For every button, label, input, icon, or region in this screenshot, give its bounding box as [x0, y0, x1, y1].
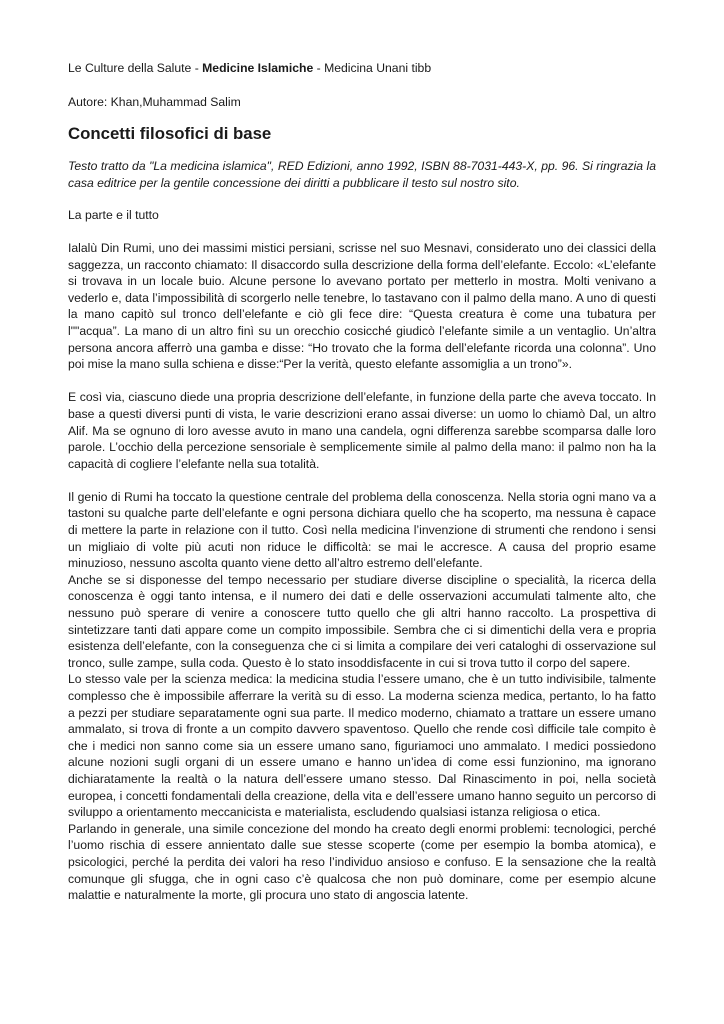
paragraph-1: Ialalù Din Rumi, uno dei massimi mistici persiani, scrisse nel suo Mesnavi, considerato uno dei classici della saggezza, un racconto chiamato: Il disaccordo sulla descrizione della forma dell’elefante. Eccolo: «L’elefante si trovava in un locale buio. Alcune persone lo avevano portato per metterlo in mostra. Molti venivano a vederlo e, data l’impossibilità di scorgerlo nelle tenebre, lo tastavano con il palmo della mano. A uno di questi la mano capitò sul tronco dell’elefante e ciò gli fece dire: “Questa creatura è come una tubatura per l""acqua”. La mano di un altro finì su un orecchio cosicché giudicò l’elefante simile a un ventaglio. Un’altra persona ancora afferrò una gamba e disse: “Ho trovato che la forma dell’elefante ricorda una colonna”. Uno poi mise la mano sulla schiena e disse:“Per la verità, questo elefante assomiglia a un trono”».	[68, 240, 656, 372]
header-prefix: Le Culture della Salute -	[68, 61, 203, 75]
document-page	[68, 60, 656, 904]
header-suffix: - Medicina Unani tibb	[313, 61, 432, 75]
author-line: Autore: Khan,Muhammad Salim	[68, 94, 241, 109]
header-bold-category: Medicine Islamiche	[202, 61, 314, 75]
paragraph-5: Lo stesso vale per la scienza medica: la medicina studia l’essere umano, che è un tutto indivisibile, talmente complesso che è impossibile afferrare la verità su di esso. La moderna scienza medica, pertanto, lo ha fatto a pezzi per studiare separatamente ogni sua parte. Il medico moderno, chiamato a trattare un essere umano ammalato, si trova di fronte a un compito davvero spaventoso. Quello che rende così difficile tale compito è che i medici non sanno come sia un essere umano sano, figuriamoci uno ammalato. I medici possiedono alcune nozioni sugli organi di un essere umano e hanno un’idea di come essi funzionino, ma ignorano dichiaratamente la realtà o la natura dell’essere umano stesso. Dal Rinascimento in poi, nella società europea, i concetti fondamentali della creazione, della vita e dell’essere umano hanno seguito un percorso di sviluppo a orientamento meccanicista e materialista, escludendo qualsiasi istanza religiosa o etica.	[68, 672, 656, 820]
source-note: Testo tratto da "La medicina islamica", RED Edizioni, anno 1992, ISBN 88-7031-443-X, pp. 96. Si ringrazia la casa editrice per la gentile concessione dei diritti a pubblicare il testo sul nostro sito.	[68, 159, 656, 190]
paragraph-4: Anche se si disponesse del tempo necessario per studiare diverse discipline o specialità, la ricerca della conoscenza è oggi tanto intensa, e il numero dei dati e delle osservazioni accumulati talmente alto, che nessuno può sperare di venire a conoscere tutto quello che gli altri hanno raccolto. La prospettiva di sintetizzare tanti dati appare come un compito impossibile. Sembra che ci si dimentichi della vera e propria esistenza dell’elefante, con la conseguenza che ci si limita a compilare dei veri cataloghi di osservazione sul tronco, sulle zampe, sulla coda. Questo è lo stato insoddisfacente in cui si trova tutto il corpo del sapere.	[68, 572, 656, 670]
paragraph-3: Il genio di Rumi ha toccato la questione centrale del problema della conoscenza. Nella storia ogni mano va a tastoni su qualche parte dell’elefante e ogni persona dichiara quello che ha scoperto, ma nessuna è capace di mettere la parte in relazione con il tutto. Così nella medicina l’invenzione di strumenti che rendono i sensi un migliaio di volte più acuti non riduce le difficoltà: se mai le accresce. A causa del proprio esame minuzioso, nessuno ascolta quanto viene detto all’altro estremo dell’elefante.	[68, 489, 656, 571]
paragraph-2: E così via, ciascuno diede una propria descrizione dell’elefante, in funzione della parte che aveva toccato. In base a questi diversi punti di vista, le varie descrizioni erano assai diverse: un uomo lo chiamò Dal, un altro Alif. Ma se ognuno di loro avesse avuto in mano una candela, ogni differenza sarebbe scomparsa dalle loro parole. L’occhio della percezione sensoriale è semplicemente simile al palmo della mano: il palmo non ha la capacità di cogliere l’elefante nella sua totalità.	[68, 390, 656, 471]
page-title: Concetti filosofici di base	[68, 124, 272, 144]
paragraph-6: Parlando in generale, una simile concezione del mondo ha creato degli enormi problemi: tecnologici, perché l’uomo rischia di essere annientato dalle sue stesse scoperte (come per esempio la bomba atomica), e psicologici, perché la perdita dei valori ha reso l’individuo ansioso e confuso. E la sensazione che la realtà comunque gli sfugga, che in ogni caso c’è qualcosa che non può dominare, come per esempio alcune malattie e naturalmente la morte, gli procura uno stato di angoscia latente.	[68, 821, 656, 903]
section-title: La parte e il tutto	[68, 208, 159, 223]
document-header	[68, 60, 656, 77]
